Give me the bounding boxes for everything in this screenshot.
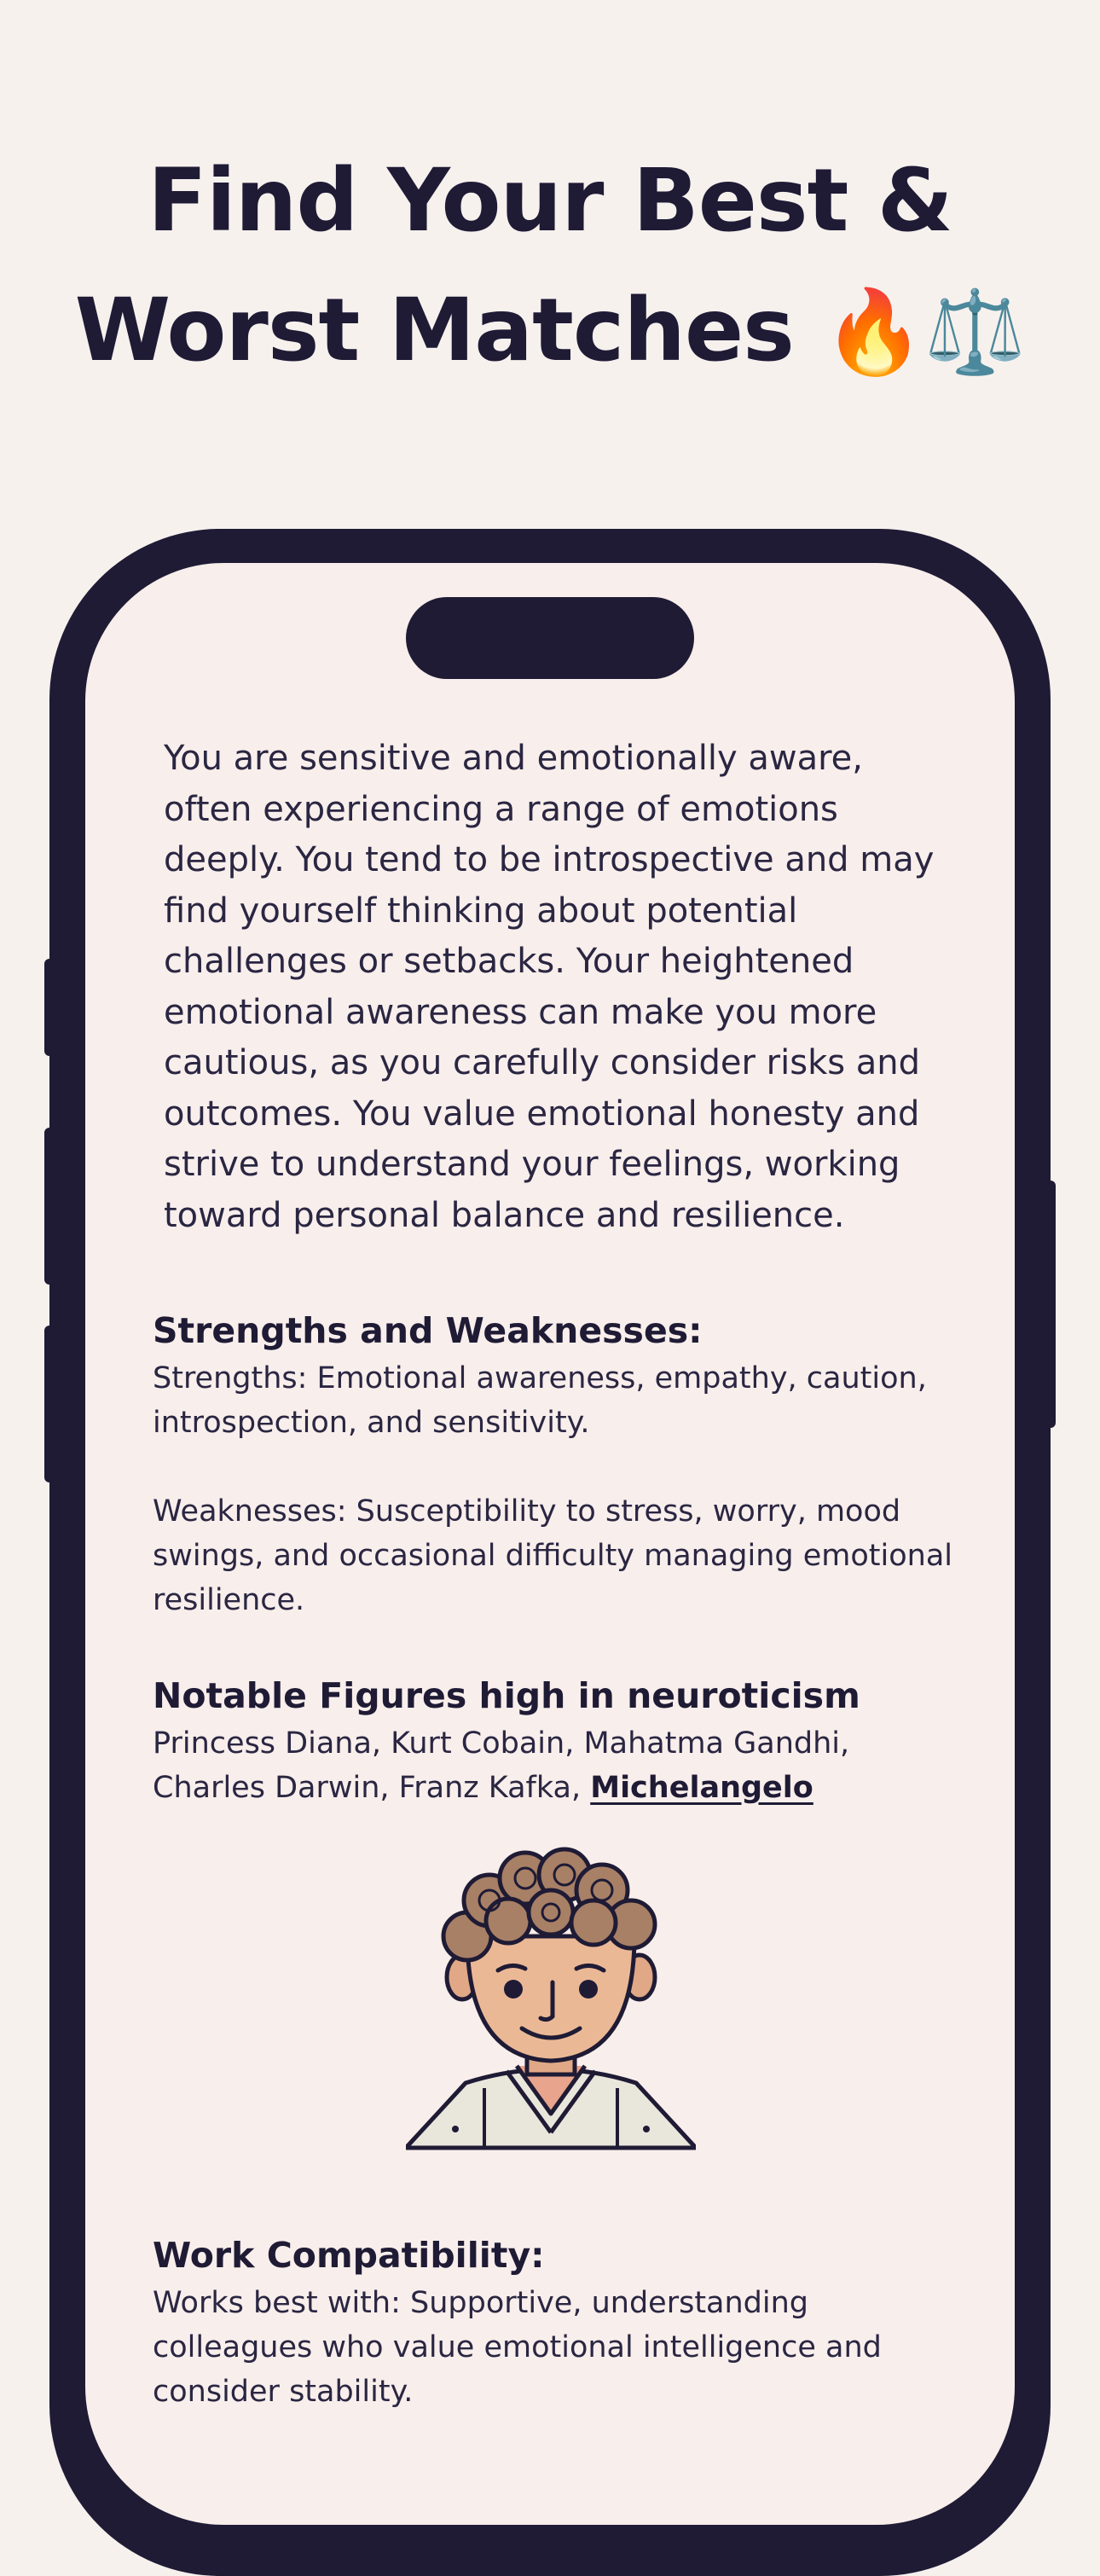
headline-line-2 — [0, 266, 1100, 397]
work-compatibility-title: Work Compatibility: — [153, 2235, 545, 2276]
notable-figures-names: Princess Diana, Kurt Cobain, Mahatma Gandhi, Charles Darwin, Franz Kafka, — [153, 1726, 850, 1805]
notable-figures-text — [153, 1721, 920, 1810]
notable-figures-title: Notable Figures high in neuroticism — [153, 1675, 860, 1716]
dynamic-island — [406, 597, 694, 679]
personality-description: You are sensitive and emotionally aware, often experiencing a range of emotions deeply. You tend to be introspective and may find yourself thinking about potential challenges or setbacks. Your heightened emotional awareness can make you more cautious, as you carefully consider risks and outcomes. You value emotional honesty and strive to understand your feelings, working toward personal balance and resilience. — [164, 739, 935, 1235]
headline — [0, 136, 1100, 397]
fire-scales-emoji-icon: 🔥⚖️ — [823, 284, 1026, 380]
work-compatibility-text: Works best with: Supportive, understanding colleagues who value emotional intelligence and consider stability. — [153, 2286, 882, 2409]
michelangelo-avatar-icon — [406, 1842, 696, 2167]
headline-line-1: Find Your Best & — [148, 150, 952, 252]
michelangelo-link[interactable]: Michelangelo — [590, 1771, 813, 1805]
phone-screen — [85, 563, 1015, 2525]
strengths-text: Strengths: Emotional awareness, empathy, caution, introspection, and sensitivity. — [153, 1361, 927, 1440]
strengths-weaknesses-title: Strengths and Weaknesses: — [153, 1310, 703, 1351]
headline-line-2-text: Worst Matches — [74, 280, 794, 381]
weaknesses-text: Weaknesses: Susceptibility to stress, worry, mood swings, and occasional difficulty managing emotional resilience. — [153, 1494, 953, 1617]
